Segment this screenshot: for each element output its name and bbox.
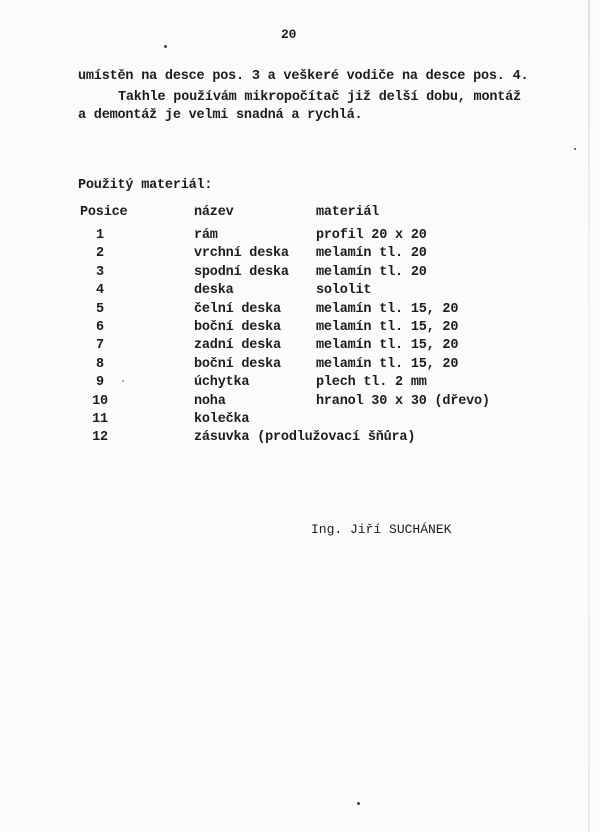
cell-name: deska <box>194 283 234 299</box>
table-row <box>0 394 600 412</box>
table-row <box>0 246 600 264</box>
cell-material: profil 20 x 20 <box>316 228 427 243</box>
scan-speck <box>122 380 124 382</box>
cell-material: sololit <box>316 283 372 299</box>
table-row <box>0 283 600 301</box>
cell-name: vrchní deska <box>194 246 289 262</box>
scan-speck <box>164 45 167 48</box>
cell-position: 6 <box>96 319 104 335</box>
column-header-position: Posice <box>80 205 128 220</box>
table-row <box>0 412 600 430</box>
cell-position: 3 <box>96 264 104 280</box>
signature: Ing. Jiří SUCHÁNEK <box>311 522 452 537</box>
table-row <box>0 302 600 320</box>
cell-position: 7 <box>96 338 104 354</box>
cell-position: 8 <box>96 356 104 372</box>
table-row <box>0 357 600 375</box>
table-row <box>0 320 600 338</box>
cell-position: 12 <box>92 430 108 446</box>
cell-material: melamín tl. 15, 20 <box>316 301 459 317</box>
cell-name: boční deska <box>194 356 281 372</box>
paragraph-line-2: Takhle používám mikropočítač již delší dobu, montáž <box>118 90 521 105</box>
cell-material: plech tl. 2 mm <box>316 375 427 391</box>
cell-material: melamín tl. 15, 20 <box>316 356 459 372</box>
cell-position: 1 <box>96 228 104 243</box>
cell-material: melamín tl. 15, 20 <box>316 338 459 354</box>
paragraph-line-3: a demontáž je velmi snadná a rychlá. <box>78 108 363 123</box>
cell-name: boční deska <box>194 319 281 335</box>
cell-position: 2 <box>96 246 104 262</box>
materials-table <box>0 228 600 449</box>
cell-position: 4 <box>96 283 104 299</box>
scan-speck <box>574 148 576 150</box>
table-row <box>0 430 600 448</box>
cell-position: 11 <box>92 411 108 427</box>
table-row <box>0 228 600 246</box>
cell-material: melamín tl. 20 <box>316 246 427 262</box>
cell-material: hranol 30 x 30 (dřevo) <box>316 393 490 409</box>
table-row <box>0 338 600 356</box>
cell-name: zadní deska <box>194 338 281 354</box>
cell-name: čelní deska <box>194 301 281 317</box>
cell-name: úchytka <box>194 375 250 391</box>
table-row <box>0 375 600 393</box>
cell-position: 5 <box>96 301 104 317</box>
cell-name: spodní deska <box>194 264 289 280</box>
column-header-material: materiál <box>316 205 380 220</box>
table-row <box>0 265 600 283</box>
cell-position: 9 <box>96 375 104 391</box>
cell-name: noha <box>194 393 226 409</box>
cell-name: zásuvka (prodlužovací šňůra) <box>194 430 416 446</box>
cell-material: melamín tl. 15, 20 <box>316 319 459 335</box>
page-number: 20 <box>281 27 297 42</box>
cell-name: kolečka <box>194 411 250 427</box>
paragraph-line-1: umístěn na desce pos. 3 a veškeré vodiče na desce pos. 4. <box>78 69 529 84</box>
scan-speck <box>357 802 360 805</box>
cell-name: rám <box>194 228 218 243</box>
column-header-name: název <box>194 205 234 220</box>
cell-material: melamín tl. 20 <box>316 264 427 280</box>
cell-position: 10 <box>92 393 108 409</box>
materials-title: Použitý materiál: <box>78 178 213 193</box>
